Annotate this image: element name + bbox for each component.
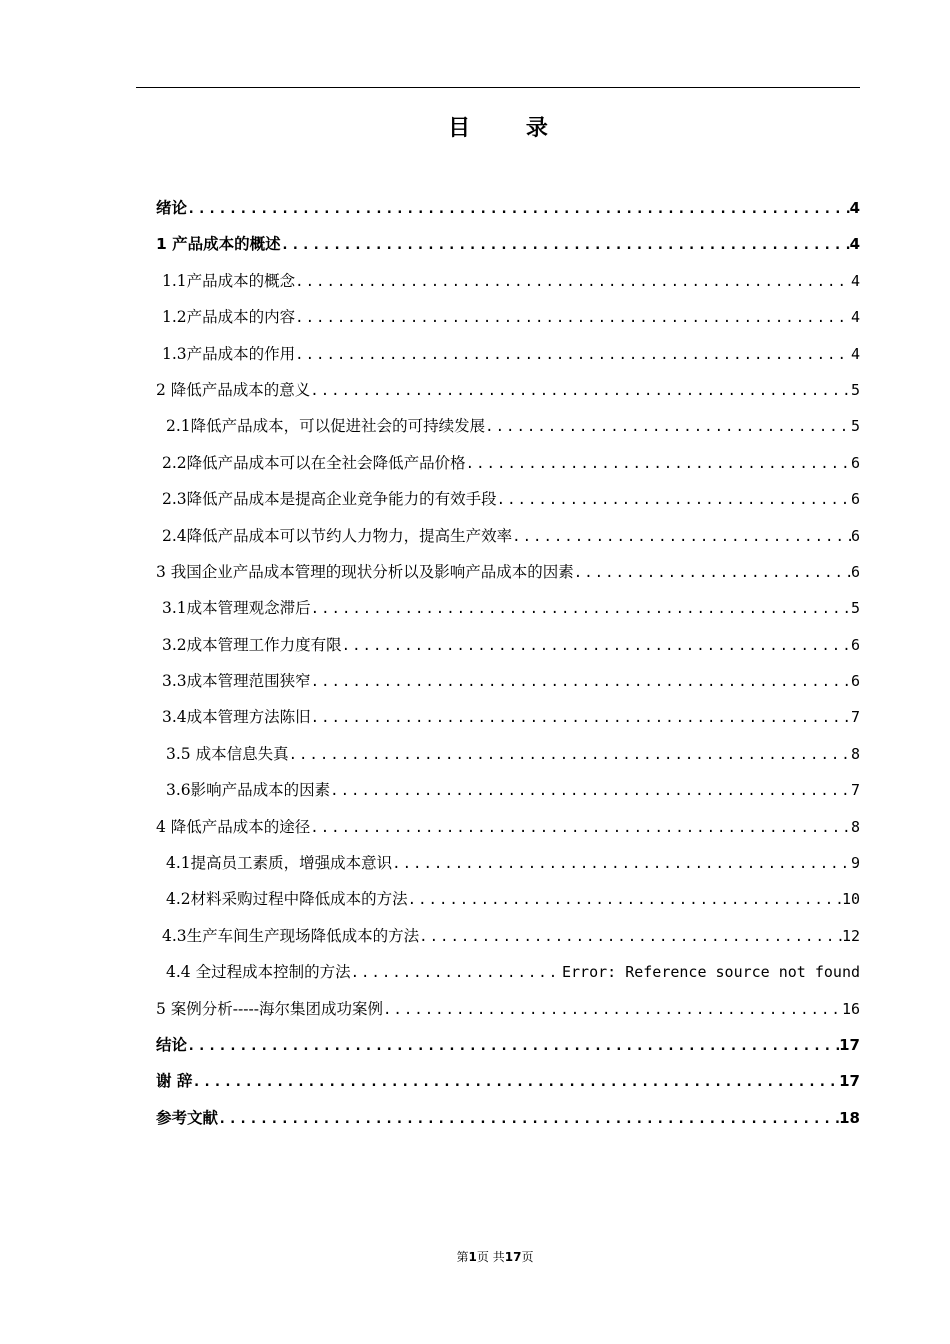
toc-dot-leader <box>419 929 842 945</box>
toc-entry-label: 1.1产品成本的概念 <box>162 271 296 290</box>
toc-dot-leader <box>310 820 851 836</box>
toc-entry[interactable] <box>156 378 860 414</box>
toc-entry[interactable] <box>156 596 860 632</box>
toc-entry[interactable] <box>156 1033 860 1069</box>
footer-page-number: 1 <box>468 1250 477 1264</box>
toc-dot-leader <box>311 674 851 690</box>
toc-entry[interactable] <box>156 560 860 596</box>
toc-dot-leader <box>289 747 851 763</box>
toc-entry-label: 2 降低产品成本的意义 <box>156 380 311 399</box>
toc-dot-leader <box>392 856 851 872</box>
toc-page-number: 6 <box>850 526 860 545</box>
toc-entry-label: 绪论 <box>156 199 188 217</box>
page-title: 目 录 <box>448 116 572 141</box>
table-of-contents <box>156 196 860 1142</box>
toc-entry[interactable] <box>156 960 860 996</box>
toc-page-number: 4 <box>849 235 860 254</box>
toc-entry-label: 谢 辞 <box>156 1072 193 1091</box>
toc-entry[interactable] <box>156 305 860 341</box>
toc-page-number: 6 <box>850 453 860 472</box>
footer-total-pages: 17 <box>504 1250 522 1264</box>
toc-entry[interactable] <box>156 705 860 741</box>
toc-page-number: 6 <box>850 672 860 691</box>
toc-dot-leader <box>311 710 851 726</box>
toc-dot-leader <box>218 1111 839 1127</box>
toc-page-number: 4 <box>850 344 860 363</box>
toc-dot-leader <box>187 201 850 217</box>
toc-dot-leader <box>310 383 851 399</box>
toc-dot-leader <box>342 638 851 654</box>
toc-page-number: 4 <box>850 271 860 290</box>
toc-entry[interactable] <box>156 451 860 487</box>
toc-page-number: 6 <box>850 490 860 509</box>
toc-page-number: 17 <box>839 1072 860 1091</box>
toc-dot-leader <box>311 601 851 617</box>
toc-entry[interactable] <box>156 669 860 705</box>
toc-page-number: 8 <box>850 817 860 836</box>
toc-entry[interactable] <box>156 414 860 450</box>
toc-entry-label: 2.3降低产品成本是提高企业竞争能力的有效手段 <box>162 490 497 509</box>
toc-dot-leader <box>295 310 851 326</box>
toc-entry-label: 4.2材料采购过程中降低成本的方法 <box>166 890 408 909</box>
toc-page-number: 6 <box>850 635 860 654</box>
toc-entry-label: 2.1降低产品成本，可以促进社会的可持续发展 <box>166 417 486 436</box>
toc-entry-label: 5 案例分析-----海尔集团成功案例 <box>156 999 383 1018</box>
toc-entry-label: 参考文献 <box>156 1108 219 1127</box>
toc-dot-leader <box>383 1002 842 1018</box>
toc-entry[interactable] <box>156 924 860 960</box>
toc-entry[interactable] <box>156 1069 860 1105</box>
footer-middle: 页 共 <box>476 1250 505 1264</box>
toc-entry[interactable] <box>156 742 860 778</box>
toc-entry-label: 1.3产品成本的作用 <box>162 344 296 363</box>
toc-entry-label: 1.2产品成本的内容 <box>162 308 296 327</box>
toc-page-number: 9 <box>850 854 860 873</box>
toc-dot-leader <box>330 783 851 799</box>
toc-entry[interactable] <box>156 196 860 232</box>
toc-entry-label: 3.2成本管理工作力度有限 <box>162 635 342 654</box>
toc-page-number: 7 <box>850 781 860 800</box>
toc-entry[interactable] <box>156 633 860 669</box>
toc-dot-leader <box>192 1074 839 1090</box>
page-footer <box>0 1248 950 1265</box>
toc-page-number: 12 <box>841 926 860 945</box>
toc-dot-leader <box>295 274 851 290</box>
toc-entry-label: 3 我国企业产品成本管理的现状分析以及影响产品成本的因素 <box>156 562 574 581</box>
toc-dot-leader <box>408 892 842 908</box>
toc-dot-leader <box>351 965 562 981</box>
toc-entry[interactable] <box>156 997 860 1033</box>
toc-page-number: 16 <box>841 999 860 1018</box>
toc-page-number: 4 <box>849 199 860 217</box>
toc-dot-leader <box>485 419 851 435</box>
toc-entry-label: 2.4降低产品成本可以节约人力物力，提高生产效率 <box>162 526 513 545</box>
toc-page-number: 7 <box>850 708 860 727</box>
toc-entry[interactable] <box>156 851 860 887</box>
toc-entry[interactable] <box>156 487 860 523</box>
toc-entry-label: 结论 <box>156 1035 188 1054</box>
toc-dot-leader <box>466 456 851 472</box>
toc-entry[interactable] <box>156 887 860 923</box>
toc-entry[interactable] <box>156 342 860 378</box>
toc-entry[interactable] <box>156 232 860 268</box>
toc-entry-label: 4.4 全过程成本控制的方法 <box>166 963 351 982</box>
toc-entry-label: 4.1提高员工素质，增强成本意识 <box>166 854 393 873</box>
toc-page-number: 5 <box>850 599 860 618</box>
toc-dot-leader <box>497 492 851 508</box>
header-rule <box>136 87 860 88</box>
toc-entry-label: 4 降低产品成本的途径 <box>156 817 311 836</box>
toc-page-number: Error: Reference source not found <box>561 963 860 982</box>
toc-dot-leader <box>281 237 850 253</box>
toc-entry-label: 4.3生产车间生产现场降低成本的方法 <box>162 926 420 945</box>
toc-entry-label: 3.1成本管理观念滞后 <box>162 599 311 618</box>
toc-dot-leader <box>512 529 851 545</box>
toc-dot-leader <box>187 1038 839 1054</box>
toc-page-number: 4 <box>850 308 860 327</box>
toc-entry-label: 3.4成本管理方法陈旧 <box>162 708 311 727</box>
toc-page-number: 18 <box>839 1108 860 1127</box>
toc-page-number: 6 <box>850 562 860 581</box>
toc-entry-label: 2.2降低产品成本可以在全社会降低产品价格 <box>162 453 466 472</box>
toc-entry[interactable] <box>156 778 860 814</box>
toc-entry-label: 3.6影响产品成本的因素 <box>166 781 331 800</box>
toc-entry[interactable] <box>156 1106 860 1142</box>
footer-suffix: 页 <box>521 1250 534 1264</box>
toc-page-number: 17 <box>839 1035 860 1054</box>
footer-prefix: 第 <box>456 1250 469 1264</box>
toc-page-number: 10 <box>841 890 860 909</box>
toc-entry[interactable] <box>156 524 860 560</box>
toc-page-number: 5 <box>850 380 860 399</box>
toc-entry[interactable] <box>156 269 860 305</box>
toc-dot-leader <box>574 565 851 581</box>
toc-entry-label: 3.5 成本信息失真 <box>166 744 289 763</box>
toc-entry-label: 1 产品成本的概述 <box>156 235 281 254</box>
toc-dot-leader <box>295 347 851 363</box>
toc-entry[interactable] <box>156 815 860 851</box>
toc-page-number: 8 <box>850 744 860 763</box>
toc-entry-label: 3.3成本管理范围狭窄 <box>162 672 311 691</box>
toc-page-number: 5 <box>850 417 860 436</box>
